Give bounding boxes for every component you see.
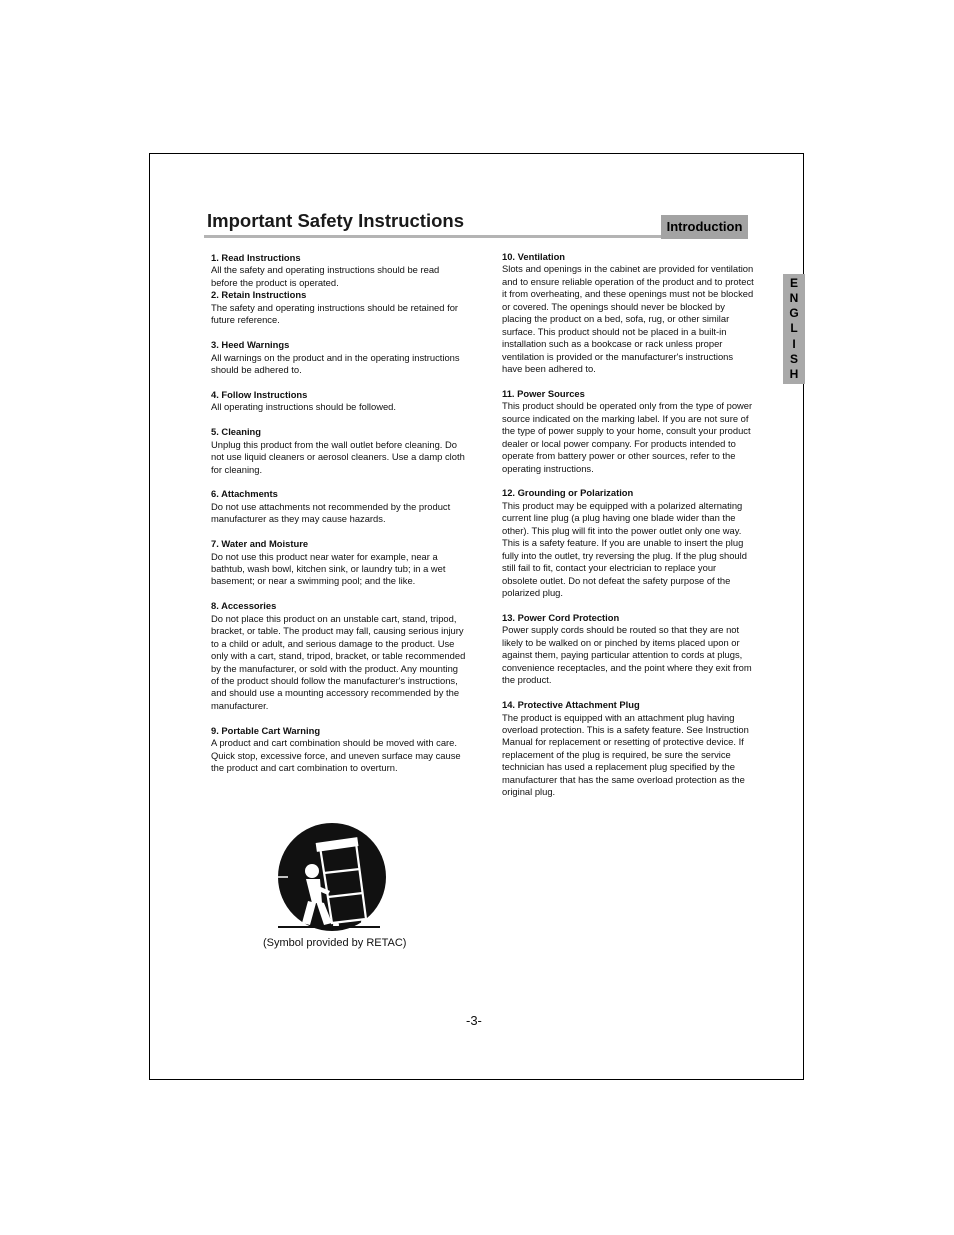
right-column	[502, 251, 754, 811]
section-heading: 2. Retain Instructions	[211, 289, 307, 301]
section-attachments	[211, 488, 466, 525]
section-body: Do not use attachments not recommended by the product manufacturer as they may cause hazards.	[211, 500, 451, 525]
section-power-sources	[502, 388, 754, 475]
section-body: Slots and openings in the cabinet are provided for ventilation and to ensure reliable operation of the product and to protect it from overheating, and these openings must not be blocked or covered. The openings should never be blocked by placing the product on a bed, sofa, rug, or other similar surface. This product should not be placed in a built-in installation such as a bookcase or rack unless proper ventilation is provided or the manufacturer's instructions have been adhered to.	[502, 263, 754, 375]
page-title: Important Safety Instructions	[207, 210, 464, 231]
section-heading: 10. Ventilation	[502, 251, 566, 262]
section-heading: 3. Heed Warnings	[211, 339, 290, 351]
language-tab-english	[783, 274, 805, 384]
section-heading: 1. Read Instructions	[211, 252, 301, 263]
page-number: -3-	[466, 1013, 482, 1028]
section-heading: 14. Protective Attachment Plug	[502, 699, 640, 711]
section-heading: 9. Portable Cart Warning	[211, 724, 321, 736]
section-body: All operating instructions should be followed.	[211, 401, 397, 413]
section-body: The product is equipped with an attachment plug having overload protection. This is a safety feature. See Instruction Manual for replacement or resetting of protective device. If replacement of the plug is required, be sure the service technician has used a replacement plug specified by the manufacturer that has the same overload protection as the original plug.	[502, 711, 749, 798]
section-body: This product should be operated only from the type of power source indicated on the marking label. If you are not sure of the type of power supply to your home, consult your product dealer or local power company. For products intended to operate from battery power or other sources, refer to the operating instructions.	[502, 400, 753, 474]
section-body: Do not place this product on an unstable cart, stand, tripod, bracket, or table. The product may fall, causing serious injury to a child or adult, and serious damage to the product. Use only with a cart, stand, tripod, bracket, or table recommended by the manufacturer, or sold with the product. Any mounting of the product should follow the manufacturer's instructions, and should use a mounting accessory recommended by the manufacturer.	[211, 612, 466, 711]
section-heading: 6. Attachments	[211, 488, 278, 500]
section-cleaning	[211, 426, 466, 476]
section-body: All the safety and operating instructions should be read before the product is operated.	[211, 264, 440, 288]
section-body: The safety and operating instructions should be retained for future reference.	[211, 301, 459, 326]
section-ventilation	[502, 251, 754, 376]
section-tab-introduction: Introduction	[661, 215, 748, 239]
symbol-caption: (Symbol provided by RETAC)	[263, 937, 407, 949]
section-grounding-or-polarization	[502, 487, 754, 599]
section-heading: 11. Power Sources	[502, 387, 585, 399]
language-letter: N	[789, 291, 799, 306]
language-letter: I	[792, 336, 796, 351]
section-accessories	[211, 600, 466, 712]
section-water-and-moisture	[211, 538, 466, 588]
section-body: This product may be equipped with a polarized alternating current line plug (a plug having one blade wider than the other). This plug will fit into the power outlet only one way. This is a safety feature. If you are unable to insert the plug fully into the outlet, try reversing the plug. If the plug should still fail to fit, contact your electrician to replace your obsolete outlet. Do not defeat the safety purpose of the polarized plug.	[502, 499, 747, 599]
section-read-instructions	[211, 252, 466, 289]
section-body: Power supply cords should be routed so that they are not likely to be walked on or pinched by items placed upon or against them, paying particular attention to cords at plugs, convenience receptacles, and the point where they exit from the product.	[502, 624, 752, 686]
section-heading: 4. Follow Instructions	[211, 388, 308, 400]
section-body: Unplug this product from the wall outlet before cleaning. Do not use liquid cleaners or aerosol cleaners. Use a damp cloth for cleaning.	[211, 438, 465, 475]
left-column	[211, 252, 466, 787]
section-heading: 5. Cleaning	[211, 426, 262, 438]
section-heading: 13. Power Cord Protection	[502, 611, 620, 623]
language-letter: S	[789, 351, 798, 366]
section-body: A product and cart combination should be moved with care. Quick stop, excessive force, and uneven surface may cause the product and cart combination to overturn.	[211, 737, 461, 774]
section-follow-instructions	[211, 389, 466, 414]
section-heading: 12. Grounding or Polarization	[502, 487, 634, 499]
section-protective-attachment-plug	[502, 699, 754, 799]
section-body: All warnings on the product and in the operating instructions should be adhered to.	[211, 351, 460, 376]
language-letter: G	[789, 306, 799, 321]
language-letter: E	[789, 276, 798, 290]
section-heed-warnings	[211, 339, 466, 376]
section-portable-cart-warning	[211, 725, 466, 775]
language-letter: L	[790, 321, 798, 336]
title-underline	[204, 235, 661, 238]
section-heading: 7. Water and Moisture	[211, 538, 309, 550]
section-power-cord-protection	[502, 612, 754, 687]
section-heading: 8. Accessories	[211, 600, 277, 612]
cart-tip-over-warning-icon	[276, 823, 388, 935]
section-retain-instructions	[211, 289, 466, 326]
language-letter: H	[789, 366, 799, 381]
section-body: Do not use this product near water for example, near a bathtub, wash bowl, kitchen sink, or laundry tub; in a wet basement; or near a swimming pool; and the like.	[211, 550, 446, 587]
